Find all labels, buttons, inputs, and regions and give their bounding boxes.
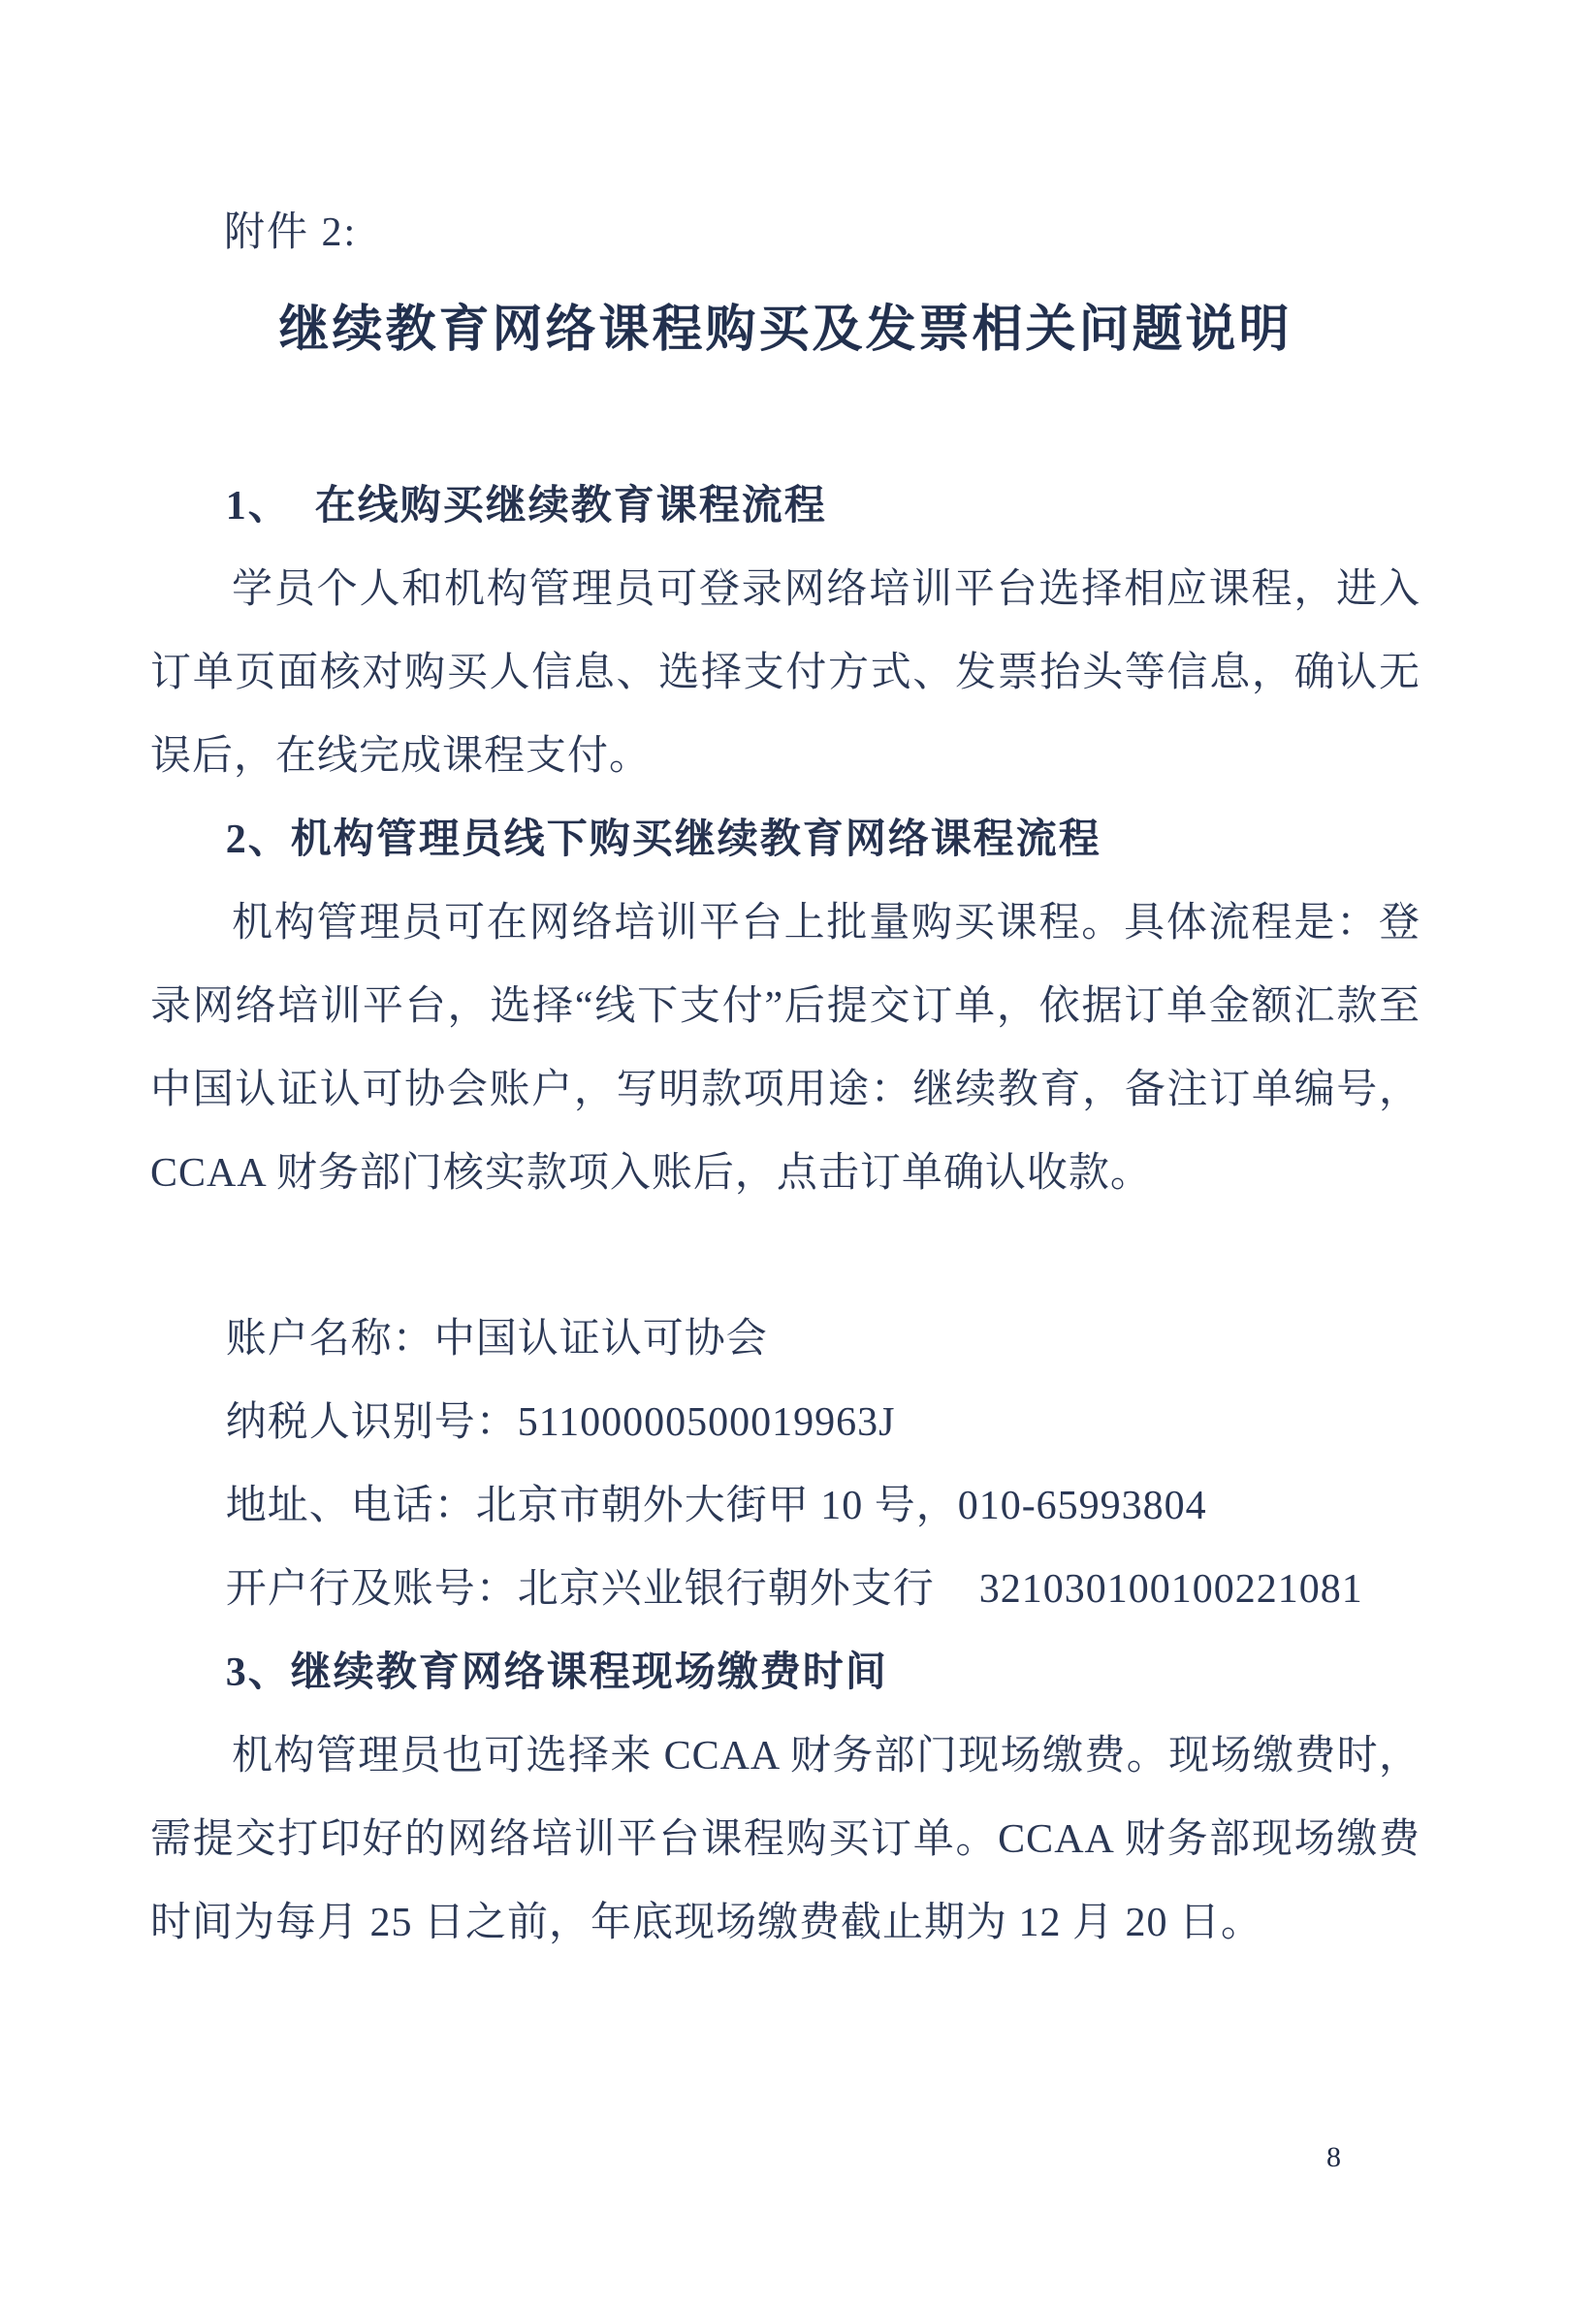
page-number: 8 (1326, 2141, 1341, 2173)
taxpayer-id-line: 纳税人识别号：51100000500019963J (225, 1399, 896, 1445)
address-phone-line: 地址、电话：北京市朝外大街甲 10 号，010-65993804 (225, 1483, 1207, 1528)
section-3-paragraph: 机构管理员也可选择来 CCAA 财务部门现场缴费。现场缴费时，需提交打印好的网络培训平台课程购买订单。CCAA 财务部现场缴费时间为每月 25 日之前，年底现场缴费截止期为 12 月 20 日。 (150, 1733, 1420, 1945)
attachment-label: 附件 2: (224, 210, 358, 255)
section-3-heading: 3、继续教育网络课程现场缴费时间 (225, 1650, 888, 1695)
section-1-heading: 1、 在线购买继续教育课程流程 (225, 483, 827, 529)
section-2-paragraph: 机构管理员可在网络培训平台上批量购买课程。具体流程是：登录网络培训平台，选择“线下支付”后提交订单，依据订单金额汇款至中国认证认可协会账户，写明款项用途：继续教育，备注订单编号，CCAA 财务部门核实款项入账后，点击订单确认收款。 (150, 900, 1420, 1196)
section-1-paragraph: 学员个人和机构管理员可登录网络培训平台选择相应课程，进入订单页面核对购买人信息、选择支付方式、发票抬头等信息，确认无误后，在线完成课程支付。 (150, 566, 1420, 779)
section-2-heading: 2、机构管理员线下购买继续教育网络课程流程 (225, 817, 1101, 862)
document-title: 继续教育网络课程购买及发票相关问题说明 (278, 303, 1293, 359)
account-name-line: 账户名称：中国认证认可协会 (225, 1316, 768, 1362)
bank-account-block (150, 1298, 1420, 1631)
bank-branch-account-line: 开户行及账号：北京兴业银行朝外支行 321030100100221081 (225, 1566, 1363, 1612)
